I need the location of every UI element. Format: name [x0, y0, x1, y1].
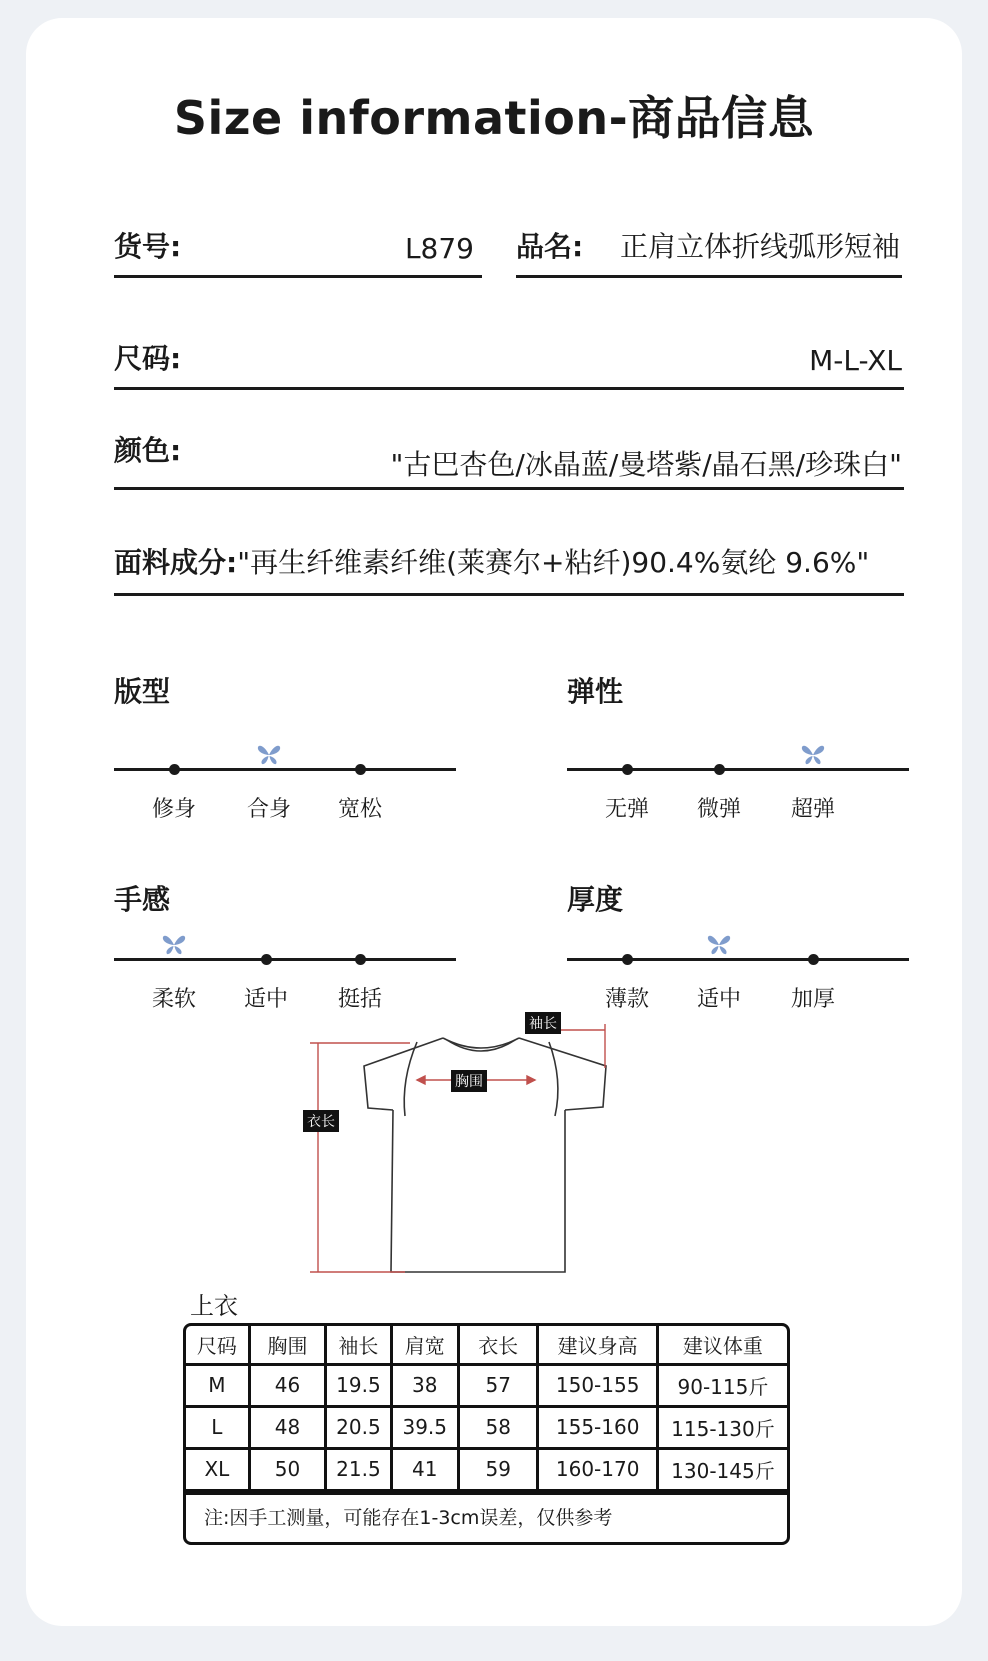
table-cell: 39.5	[391, 1406, 458, 1448]
table-cell: L	[186, 1406, 249, 1448]
scale-dot	[714, 764, 725, 775]
size-field	[114, 340, 904, 390]
fabric-field	[114, 546, 904, 596]
header-cell: 袖长	[326, 1326, 391, 1364]
butterfly-marker-icon	[257, 744, 281, 766]
scale-option-label: 修身	[151, 797, 197, 822]
size-label: 尺码:	[114, 342, 182, 375]
scale-dot	[622, 764, 633, 775]
measurement-note: 注:因手工测量，可能存在1-3cm误差，仅供参考	[186, 1492, 787, 1542]
scale-line	[567, 768, 909, 771]
size-value: M-L-XL	[809, 344, 902, 377]
header-cell: 胸围	[249, 1326, 326, 1364]
table-cell: 38	[391, 1364, 458, 1406]
thickness-scale	[567, 922, 909, 1012]
table-cell: 20.5	[326, 1406, 391, 1448]
scale-dot	[808, 954, 819, 965]
fabric-value: "再生纤维素纤维(莱赛尔+粘纤)90.4%氨纶 9.6%"	[237, 546, 870, 579]
feel-scale-title: 手感	[114, 883, 171, 916]
table-cell: 58	[458, 1406, 538, 1448]
scale-option-label: 柔软	[151, 987, 197, 1012]
product-name-field	[516, 228, 902, 278]
table-caption: 上衣	[190, 1292, 238, 1320]
table-cell: 50	[249, 1448, 326, 1490]
header-cell: 建议体重	[657, 1326, 787, 1364]
tshirt-outline-icon	[305, 1010, 625, 1280]
table-cell: M	[186, 1364, 249, 1406]
butterfly-marker-icon	[801, 744, 825, 766]
table-cell: 41	[391, 1448, 458, 1490]
table-cell: 115-130斤	[657, 1406, 787, 1448]
scale-option-label: 适中	[243, 987, 289, 1012]
table-cell: 150-155	[538, 1364, 657, 1406]
size-table	[183, 1323, 790, 1545]
table-row	[186, 1364, 787, 1406]
scale-option-label: 合身	[246, 797, 292, 822]
elasticity-scale	[567, 732, 909, 822]
header-cell: 肩宽	[391, 1326, 458, 1364]
product-name-label: 品名:	[516, 230, 584, 263]
item-no-value: L879	[404, 232, 474, 265]
scale-option-label: 薄款	[604, 987, 650, 1012]
scale-dot	[355, 764, 366, 775]
table-cell: 130-145斤	[657, 1448, 787, 1490]
header-cell: 衣长	[458, 1326, 538, 1364]
table-header-row	[186, 1326, 787, 1364]
scale-line	[114, 768, 456, 771]
header-cell: 尺码	[186, 1326, 249, 1364]
table-cell: 57	[458, 1364, 538, 1406]
table-cell: 160-170	[538, 1448, 657, 1490]
scale-dot	[622, 954, 633, 965]
header-cell: 建议身高	[538, 1326, 657, 1364]
color-label: 颜色:	[114, 434, 182, 467]
elasticity-scale-title: 弹性	[567, 675, 624, 708]
chest-tag: 胸围	[451, 1070, 487, 1092]
scale-dot	[355, 954, 366, 965]
table-row	[186, 1406, 787, 1448]
table-cell: 48	[249, 1406, 326, 1448]
product-name-value: 正肩立体折线弧形短袖	[619, 230, 900, 263]
table-cell: 90-115斤	[657, 1364, 787, 1406]
sleeve-length-tag: 袖长	[525, 1012, 561, 1034]
scale-option-label: 适中	[696, 987, 742, 1012]
page-title: Size information-商品信息	[173, 91, 815, 145]
item-no-field	[114, 228, 482, 278]
table-cell: 21.5	[326, 1448, 391, 1490]
butterfly-marker-icon	[162, 934, 186, 956]
table-cell: XL	[186, 1448, 249, 1490]
scale-option-label: 超弹	[790, 797, 836, 822]
scale-option-label: 加厚	[790, 987, 836, 1012]
table-cell: 155-160	[538, 1406, 657, 1448]
table-row	[186, 1448, 787, 1490]
scale-line	[567, 958, 909, 961]
scale-option-label: 微弹	[696, 797, 742, 822]
scale-dot	[169, 764, 180, 775]
scale-dot	[261, 954, 272, 965]
fabric-text	[114, 541, 869, 581]
scale-option-label: 挺括	[337, 987, 383, 1012]
scale-option-label: 宽松	[337, 797, 383, 822]
butterfly-marker-icon	[707, 934, 731, 956]
thickness-scale-title: 厚度	[567, 883, 624, 916]
fit-scale-title: 版型	[114, 675, 171, 708]
color-value: "古巴杏色/冰晶蓝/曼塔紫/晶石黑/珍珠白"	[390, 448, 902, 481]
fabric-label: 面料成分:	[114, 546, 238, 579]
table-cell: 59	[458, 1448, 538, 1490]
scale-line	[114, 958, 456, 961]
fit-scale	[114, 732, 456, 822]
feel-scale	[114, 922, 456, 1012]
table-cell: 19.5	[326, 1364, 391, 1406]
color-field	[114, 434, 904, 490]
item-no-label: 货号:	[114, 230, 182, 263]
scale-option-label: 无弹	[604, 797, 650, 822]
body-length-tag: 衣长	[303, 1110, 339, 1132]
table-cell: 46	[249, 1364, 326, 1406]
tshirt-diagram	[305, 1010, 625, 1280]
